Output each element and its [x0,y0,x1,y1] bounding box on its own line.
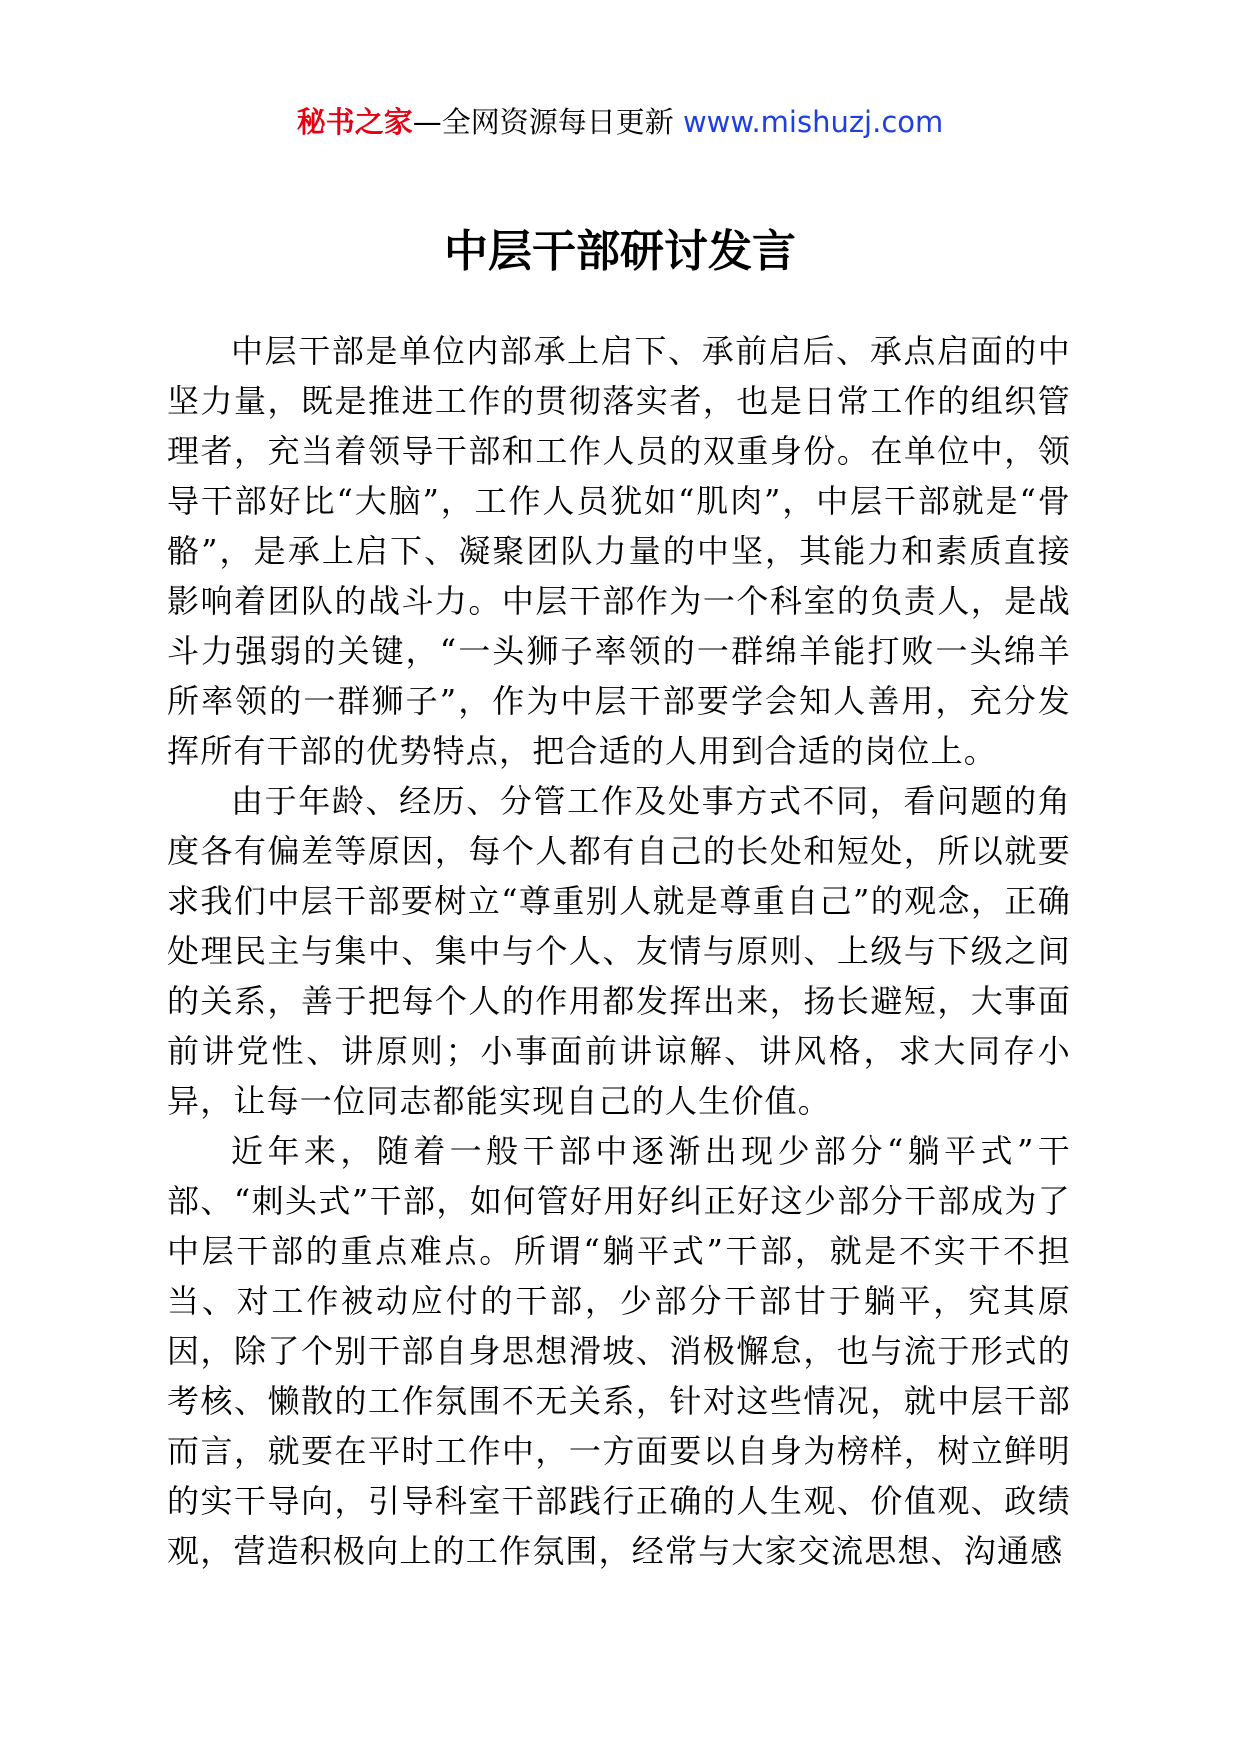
site-brand: 秘书之家 [296,105,413,139]
body-paragraph: 由于年龄、经历、分管工作及处事方式不同，看问题的角度各有偏差等原因，每个人都有自己的长处和短处，所以就要求我们中层干部要树立“尊重别人就是尊重自己”的观念，正确处理民主与集中、集中与个人、友情与原则、上级与下级之间的关系，善于把每个人的作用都发挥出来，扬长避短，大事面前讲党性、讲原则；小事面前讲谅解、讲风格，求大同存小异，让每一位同志都能实现自己的人生价值。 [167,782,1071,1120]
body-paragraph: 近年来，随着一般干部中逐渐出现少部分“躺平式”干部、“刺头式”干部，如何管好用好纠正好这少部分干部成为了中层干部的重点难点。所谓“躺平式”干部，就是不实干不担当、对工作被动应付的干部，少部分干部甘于躺平，究其原因，除了个别干部自身思想滑坡、消极懈怠，也与流于形式的考核、懒散的工作氛围不无关系，针对这些情况，就中层干部而言，就要在平时工作中，一方面要以自身为榜样，树立鲜明的实干导向，引导科室干部践行正确的人生观、价值观、政绩观，营造积极向上的工作氛围，经常与大家交流思想、沟通感 [167,1132,1071,1570]
site-tagline: —全网资源每日更新 [412,105,674,139]
body-paragraph: 中层干部是单位内部承上启下、承前启后、承点启面的中坚力量，既是推进工作的贯彻落实者，也是日常工作的组织管理者，充当着领导干部和工作人员的双重身份。在单位中，领导干部好比“大脑”，工作人员犹如“肌肉”，中层干部就是“骨骼”，是承上启下、凝聚团队力量的中坚，其能力和素质直接影响着团队的战斗力。中层干部作为一个科室的负责人，是战斗力强弱的关键，“一头狮子率领的一群绵羊能打败一头绵羊所率领的一群狮子”，作为中层干部要学会知人善用，充分发挥所有干部的优势特点，把合适的人用到合适的岗位上。 [167,332,1071,770]
site-url-link[interactable]: www.mishuzj.com [682,105,944,139]
site-header [0,102,1240,142]
document-title: 中层干部研讨发言 [444,226,796,277]
document-body [167,326,1071,1576]
